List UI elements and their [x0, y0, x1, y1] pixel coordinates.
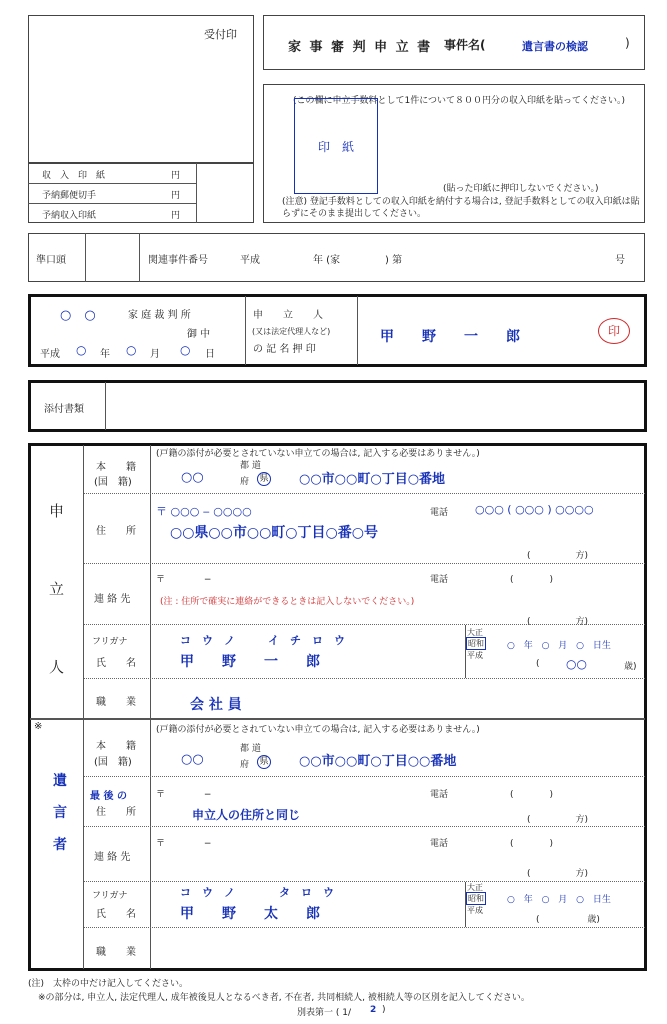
applicant-ken-circled: 県: [257, 472, 271, 486]
filing-day-unit: 日: [205, 349, 215, 360]
deceased-honseki-note: (戸籍の添付が必要とされていない申立ての場合は, 記入する必要はありません。): [156, 725, 480, 735]
deceased-era-taisho: 大正: [467, 883, 483, 892]
applicant-contact-label: 連 絡 先: [94, 594, 131, 605]
related-era: 平成: [240, 255, 260, 266]
applicant-tel-label: 電話: [430, 508, 449, 518]
deceased-address-label: 住 所: [96, 807, 136, 818]
deceased-zip: 〒 −: [156, 790, 212, 800]
applicant-sig-label-seal: の 記 名 押 印: [253, 344, 316, 355]
deceased-address: 申立人の住所と同じ: [192, 808, 301, 822]
inshi-label: 印 紙: [318, 140, 355, 154]
applicant-contact-note: (注 : 住所で確実に連絡ができるときは記入しないでください。): [160, 597, 415, 607]
case-name: 遺言書の検認: [522, 40, 588, 53]
deceased-tel-label: 電話: [430, 790, 449, 800]
page-suffix: ): [382, 1005, 386, 1015]
deceased-contact-zip: 〒 −: [156, 839, 212, 849]
applicant-era-showa: 昭和: [468, 639, 484, 648]
deceased-furigana-label: フリガナ: [92, 891, 128, 901]
deceased-contact-tel: ( ): [510, 839, 554, 849]
fee-label-stamp: 収 入 印 紙: [42, 171, 106, 181]
receipt-stamp-label: 受付印: [204, 28, 237, 41]
applicant-honseki-address: ○○市○○町○丁目○番地: [299, 472, 446, 487]
applicant-side-char-1: 申: [49, 502, 65, 520]
applicant-era-heisei: 平成: [467, 651, 483, 660]
applicant-tel: ○○○ ( ○○○ ) ○○○○: [475, 503, 594, 516]
applicant-age: ○○: [566, 657, 587, 671]
fee-label-prepaid: 予納収入印紙: [42, 211, 97, 221]
related-case-label: 関連事件番号: [148, 255, 208, 266]
applicant-todo: 都 道: [240, 461, 261, 471]
fee-unit-stamp: 円: [171, 171, 181, 181]
seal-mark: 印: [598, 318, 630, 344]
applicant-side-char-3: 人: [49, 658, 65, 676]
applicant-furigana-label: フリガナ: [92, 637, 128, 647]
fee-label-postage: 予納郵便切手: [42, 191, 97, 201]
applicant-kokuseki-label: (国 籍): [94, 477, 132, 488]
fee-unit-postage: 円: [171, 191, 181, 201]
deceased-honseki-label: 本 籍: [96, 741, 136, 752]
applicant-birthdate: ○ 年 ○ 月 ○ 日生: [507, 641, 611, 651]
deceased-era-showa: 昭和: [468, 894, 484, 903]
applicant-contact-tel-label: 電話: [430, 575, 449, 585]
applicant-contact-kata: ( 方): [527, 617, 589, 627]
deceased-kokuseki-label: (国 籍): [94, 757, 132, 768]
deceased-job-label: 職 業: [96, 947, 136, 958]
applicant-name-label: 氏 名: [96, 658, 136, 669]
asterisk-mark: ※: [34, 721, 43, 732]
applicant-deceased-divider: [30, 718, 645, 720]
court-signature-box: [28, 294, 647, 367]
deceased-honseki-address: ○○市○○町○丁目○○番地: [299, 754, 457, 769]
filing-day-mark: ○: [180, 343, 191, 357]
attachments-label: 添付書類: [44, 404, 84, 415]
deceased-tel: ( ): [510, 790, 554, 800]
fee-unit-prepaid: 円: [171, 211, 181, 221]
deceased-age: ( 歳): [536, 915, 600, 925]
deceased-side-char-3: 者: [53, 837, 67, 853]
case-name-label: 事件名(: [444, 38, 486, 52]
stamp-instruction: (この欄に申立手数料として1件について８００円分の収入印紙を貼ってください。): [293, 96, 626, 106]
applicant-sig-label: 申 立 人: [253, 310, 323, 321]
applicant-sig-name: 甲 野 一 郎: [380, 329, 520, 345]
page-number: 2: [370, 1005, 377, 1015]
applicant-sig-sublabel: (又は法定代理人など): [252, 327, 331, 336]
deceased-fu: 府: [240, 760, 250, 770]
deceased-ken-circled: 県: [257, 755, 271, 769]
related-go: 号: [615, 255, 625, 266]
footnote-1: (注) 太枠の中だけ記入してください。: [28, 979, 189, 989]
page-prefix: 別表第一 ( 1/: [297, 1008, 351, 1018]
case-name-close: ): [625, 36, 630, 50]
applicant-address: ○○県○○市○○町○丁目○番○号: [170, 525, 378, 541]
applicant-job: 会 社 員: [190, 697, 242, 713]
filing-year-unit: 年: [100, 349, 110, 360]
applicant-age-open: (: [536, 659, 540, 669]
applicant-fu: 府: [240, 477, 250, 487]
court-onchu: 御 中: [187, 329, 211, 340]
applicant-honseki-note: (戸籍の添付が必要とされていない申立ての場合は, 記入する必要はありません。): [156, 449, 480, 459]
court-name: 家 庭 裁 判 所: [128, 310, 191, 321]
deceased-era-heisei: 平成: [467, 906, 483, 915]
deceased-furigana: コ ウ ノ タ ロ ウ: [180, 886, 334, 899]
related-year: 年 (家: [313, 255, 341, 266]
applicant-job-label: 職 業: [96, 697, 136, 708]
related-dai: ) 第: [385, 255, 403, 266]
attachments-box: [28, 380, 647, 432]
filing-month-unit: 月: [150, 349, 160, 360]
deceased-todo: 都 道: [240, 744, 261, 754]
deceased-contact-label: 連 絡 先: [94, 852, 131, 863]
applicant-pref: ○○: [181, 470, 204, 485]
applicant-age-unit: 歳): [624, 662, 637, 672]
deceased-last-label: 最 後 の: [90, 791, 127, 802]
applicant-honseki-label: 本 籍: [96, 462, 136, 473]
deceased-name-label: 氏 名: [96, 909, 136, 920]
applicant-address-kata: ( 方): [527, 551, 589, 561]
dont-seal-note: (貼った印紙に押印しないでください。): [443, 184, 599, 194]
filing-era: 平成: [40, 349, 60, 360]
deceased-birthdate: ○ 年 ○ 月 ○ 日生: [507, 895, 611, 905]
deceased-address-kata: ( 方): [527, 815, 589, 825]
court-name-marks: ○ ○: [60, 308, 96, 323]
deceased-side-char-1: 遺: [53, 773, 67, 789]
filing-year-mark: ○: [76, 343, 87, 357]
form-title: 家 事 審 判 申 立 書: [288, 40, 433, 55]
applicant-zip: 〒 ○○○ ‒ ○○○○: [156, 505, 252, 518]
applicant-address-label: 住 所: [96, 526, 136, 537]
deceased-contact-kata: ( 方): [527, 869, 589, 879]
applicant-contact-zip: 〒 −: [156, 575, 212, 585]
deceased-contact-tel-label: 電話: [430, 839, 449, 849]
deceased-side-char-2: 言: [53, 805, 67, 821]
filing-month-mark: ○: [126, 343, 137, 357]
applicant-side-char-2: 立: [49, 580, 65, 598]
applicant-era-taisho: 大正: [467, 628, 483, 637]
applicant-contact-tel: ( ): [510, 575, 554, 585]
applicant-name: 甲 野 一 郎: [180, 654, 320, 670]
applicant-furigana: コ ウ ノ イ チ ロ ウ: [180, 634, 345, 647]
deceased-pref: ○○: [181, 752, 204, 767]
registration-fee-note: (注意) 登記手数料としての収入印紙を納付する場合は, 登記手数料としての収入印紙は貼らずにそのまま提出してください。: [282, 197, 640, 219]
footnote-2: ※の部分は, 申立人, 法定代理人, 成年被後見人となるべき者, 不在者, 共同相続人, 被相続人等の区別を記入してください。: [38, 993, 530, 1003]
jun-koto-label: 準口頭: [36, 255, 66, 266]
deceased-name: 甲 野 太 郎: [180, 906, 320, 922]
